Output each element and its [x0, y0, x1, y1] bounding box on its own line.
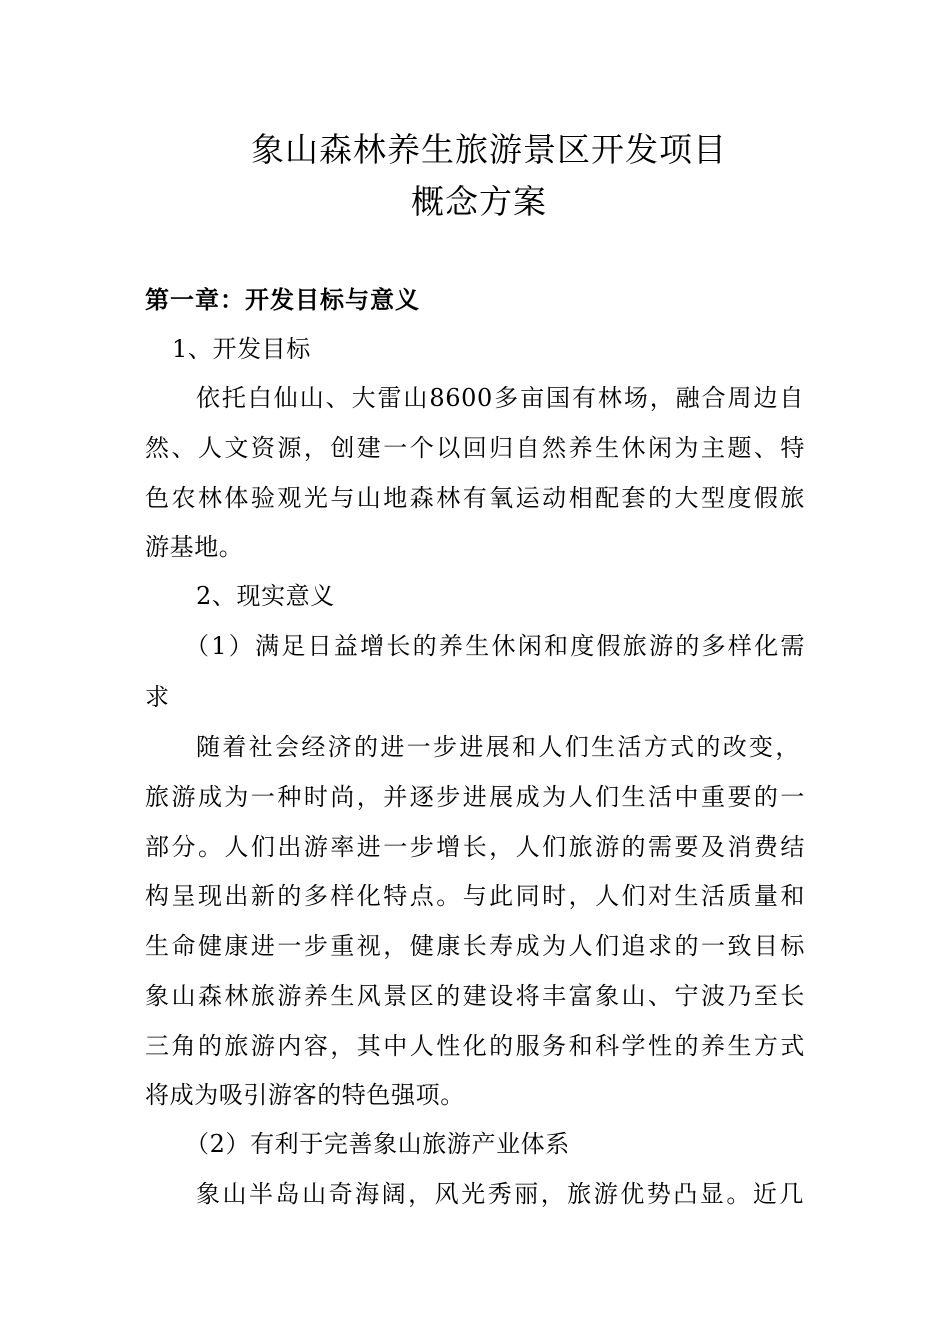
sub-1-line-1: 随着社会经济的进一步进展和人们生活方式的改变，: [196, 733, 800, 761]
sub-1-line-6: 象山森林旅游养生风景区的建设将丰富象山、宁波乃至长: [145, 982, 805, 1010]
sub-1-heading-line-2: 求: [145, 683, 170, 711]
chapter-heading: 第一章：开发目标与意义: [145, 285, 420, 314]
document-title-line-2: 概念方案: [411, 182, 547, 221]
document-title-line-1: 象山森林养生旅游景区开发项目: [251, 130, 727, 169]
section-1-line-4: 游基地。: [145, 533, 244, 561]
sub-1-line-3: 部分。人们出游率进一步增长，人们旅游的需要及消费结: [145, 833, 805, 861]
sub-1-line-7: 三角的旅游内容，其中人性化的服务和科学性的养生方式: [145, 1032, 805, 1060]
section-1-line-2: 然、人文资源，创建一个以回归自然养生休闲为主题、特: [145, 434, 805, 462]
sub-2-line-1: 象山半岛山奇海阔，风光秀丽，旅游优势凸显。近几: [196, 1180, 804, 1208]
section-1-heading: 1、开发目标: [172, 335, 311, 363]
sub-1-line-2: 旅游成为一种时尚，并逐步进展成为人们生活中重要的一: [145, 783, 805, 811]
section-1-line-3: 色农林体验观光与山地森林有氧运动相配套的大型度假旅: [145, 484, 805, 512]
sub-1-line-5: 生命健康进一步重视，健康长寿成为人们追求的一致目标: [145, 932, 805, 960]
sub-1-heading-line-1: （1）满足日益增长的养生休闲和度假旅游的多样化需: [185, 632, 805, 660]
sub-1-line-4: 构呈现出新的多样化特点。与此同时，人们对生活质量和: [145, 882, 805, 910]
section-1-line-1: 依托白仙山、大雷山8600多亩国有林场，融合周边自: [196, 384, 804, 412]
section-2-heading: 2、现实意义: [196, 582, 335, 610]
sub-1-line-8: 将成为吸引游客的特色强项。: [145, 1081, 465, 1109]
sub-2-heading: （2）有利于完善象山旅游产业体系: [185, 1130, 570, 1158]
